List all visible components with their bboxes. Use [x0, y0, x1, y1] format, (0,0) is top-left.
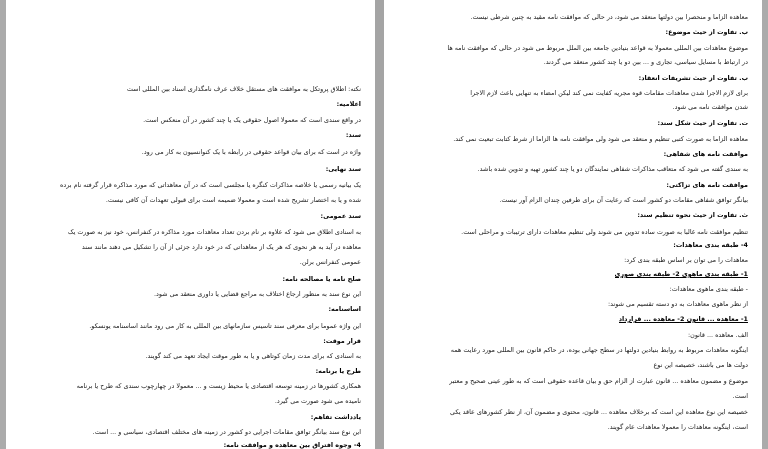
text-line: به اسنادی که برای مدت زمان کوتاهی و یا به طور موقت ایجاد تعهد می کند گویند. [145, 352, 361, 360]
text-line: - طبقه بندی ماهوی معاهدات: [669, 285, 748, 293]
section-heading: طرح یا برنامه: [315, 367, 361, 375]
text-line: معاهده الزاما و منحصرا بین دولتها منعقد می شود، در حالی که موافقت نامه مقید به چنین شرطی نیست. [470, 13, 748, 21]
text-line: دولت ها می باشند، خصیصه این نوع [653, 361, 748, 369]
text-line: واژه در است که برای بیان قواعد حقوقی در رابطه با یک کنوانسیون به کار می رود. [141, 148, 361, 156]
text-line: نامیده می شود صورت می گیرد. [274, 397, 361, 405]
section-heading: 4- طبقه بندی معاهدات: [673, 241, 748, 249]
text-line: عمومی کنفرانس برلن. [299, 258, 361, 266]
text-line: به اسنادی اطلاق می شود که علاوه بر نام بردن تعداد معاهدات مورد مذاکره در کنفرانس، خود نیز به صورت یک [67, 228, 361, 236]
text-line: این نوع سند به منظور ارجاع اختلاف به مراجع قضایی یا داوری منعقد می شود. [154, 290, 361, 298]
section-heading: اعلامیه: [336, 100, 361, 108]
text-line: معاهدات را می توان بر اساس طبقه بندی کرد: [624, 256, 748, 264]
text-line: اینگونه معاهدات مربوط به روابط بنیادین دولتها در سطح جهانی بوده، در حاکم قانون بین المللی مورد رعایت همه [450, 346, 748, 354]
right-page [384, 0, 762, 449]
text-line: برای لازم الاجرا شدن معاهدات مقامات قوه مجریه کفایت نمی کند لیکن امضاء به تنهایی باعث لازم الاجرا [470, 89, 748, 97]
text-line: معاهده در آید به هر نحوی که هر یک از معاهداتی که در خود دارد جزئی از آن را تشکیل می دهند مانند سند [81, 243, 361, 251]
section-heading: اساسنامه: [328, 305, 361, 313]
section-heading: موافقت نامه های تزاکتی: [666, 181, 748, 189]
section-heading: ب. تفاوت از حیث موضوع: [665, 28, 748, 36]
section-heading: سند نهایی: [325, 165, 361, 173]
text-line: این واژه عموما برای معرفی سند تاسیس سازمانهای بین المللی به کار می رود مانند اساسنامه یونسکو. [89, 322, 361, 330]
text-line: شدن موافقت نامه می شود. [672, 103, 748, 111]
section-heading: 1- طبقه بندی ماهوی 2- طبقه بندی صوری [614, 270, 748, 278]
section-heading: صلح نامه یا مصالحه نامه: [282, 275, 361, 283]
text-line: تنظیم موافقت نامه غالبا به صورت ساده تدوین می شوند ولی تنظیم معاهدات دارای ترتیبات و مراحلی است. [461, 228, 748, 236]
text-line: این نوع سند بیانگر توافق مقامات اجرایی دو کشور در زمینه های مختلف اقتصادی، سیاسی و ... است. [92, 428, 361, 436]
text-line: بیانگر توافق شفاهی مقامات دو کشور است که رعایت آن برای طرفین چندان الزام آور نیست. [499, 196, 748, 204]
section-heading: 1- معاهده ... قانون 2- معاهده ... قرارداد [618, 315, 748, 323]
section-heading: یادداشت تفاهم: [310, 413, 361, 421]
section-heading: ت. تفاوت از حیث شکل سند: [657, 119, 748, 127]
text-line: است. [732, 392, 748, 400]
text-line: الف. معاهده ... قانون: [687, 331, 748, 339]
section-heading: موافقت نامه های شفاهی: [663, 150, 748, 158]
section-heading: ث. تفاوت از حیث نحوه تنظیم سند: [637, 211, 748, 219]
text-line: موضوع و مضمون معاهده ... قانون عبارت از الزام حق و بیان قاعده حقوقی است که به طور عینی صحیح و معتبر [449, 377, 748, 385]
section-heading: سند: [345, 131, 361, 139]
section-heading: 4- وجوه افتراق بین معاهده و موافقت نامه: [223, 441, 361, 449]
text-line: معاهده الزاما به صورت کتبی تنظیم و منعقد می شود ولی موافقت نامه ها الزاما از شرط کتابت تبعیت نمی کند. [453, 135, 748, 143]
text-line: به سندی گفته می شود که متعاقب مذاکرات شفاهی نمایندگان دو یا چند کشور تهیه و تدوین شده باشد. [477, 165, 748, 173]
text-line: موضوع معاهدات بین المللی معمولا به قواعد بنیادین جامعه بین الملل مربوط می شود در حالی که موافقت نامه ها [447, 44, 748, 52]
text-line: در ارتباط با مسایل سیاسی، تجاری و ... بین دو یا چند کشور منعقد می گردند. [543, 58, 748, 66]
text-line: نکته: اطلاق پروتکل به موافقت های مستقل خلاف عرف نامگذاری اسناد بین المللی است [126, 85, 361, 93]
text-line: شده و یا به اختصار تشریح شده است و معمولا ضمیمه است برای قبولی تعهدات آن کافی نیست. [105, 196, 361, 204]
text-line: در واقع سندی است که معمولا اصول حقوقی یک یا چند کشور در آن منعکس است. [143, 116, 361, 124]
section-heading: ب. تفاوت از حیث تشریفات انعقاد: [638, 74, 748, 82]
section-heading: قرار موقت: [323, 337, 361, 345]
text-line: است، اینگونه معاهدات را معمولا معاهدات عام گویند. [607, 423, 748, 431]
text-line: از نظر ماهوی معاهدات به دو دسته تقسیم می شوند: [608, 300, 748, 308]
text-line: خصیصه این نوع معاهده این است که برخلاف معاهده ... قانون، محتوی و مضمون آن، از نظر کشورهای عاقد یکی [450, 408, 748, 416]
section-heading: سند عمومی: [320, 212, 361, 220]
text-line: همکاری کشورها در زمینه توسعه اقتصادی یا محیط زیست و ... معمولا در چهارچوب سندی که طرح یا برنامه [76, 382, 361, 390]
left-page [6, 0, 375, 449]
page-gutter [375, 0, 384, 449]
text-line: یک بیانیه رسمی یا خلاصه مذاکرات کنگره یا مجلسی است که در آن معاهداتی که مورد مذاکره قرار گرفته نام برده [60, 181, 361, 189]
